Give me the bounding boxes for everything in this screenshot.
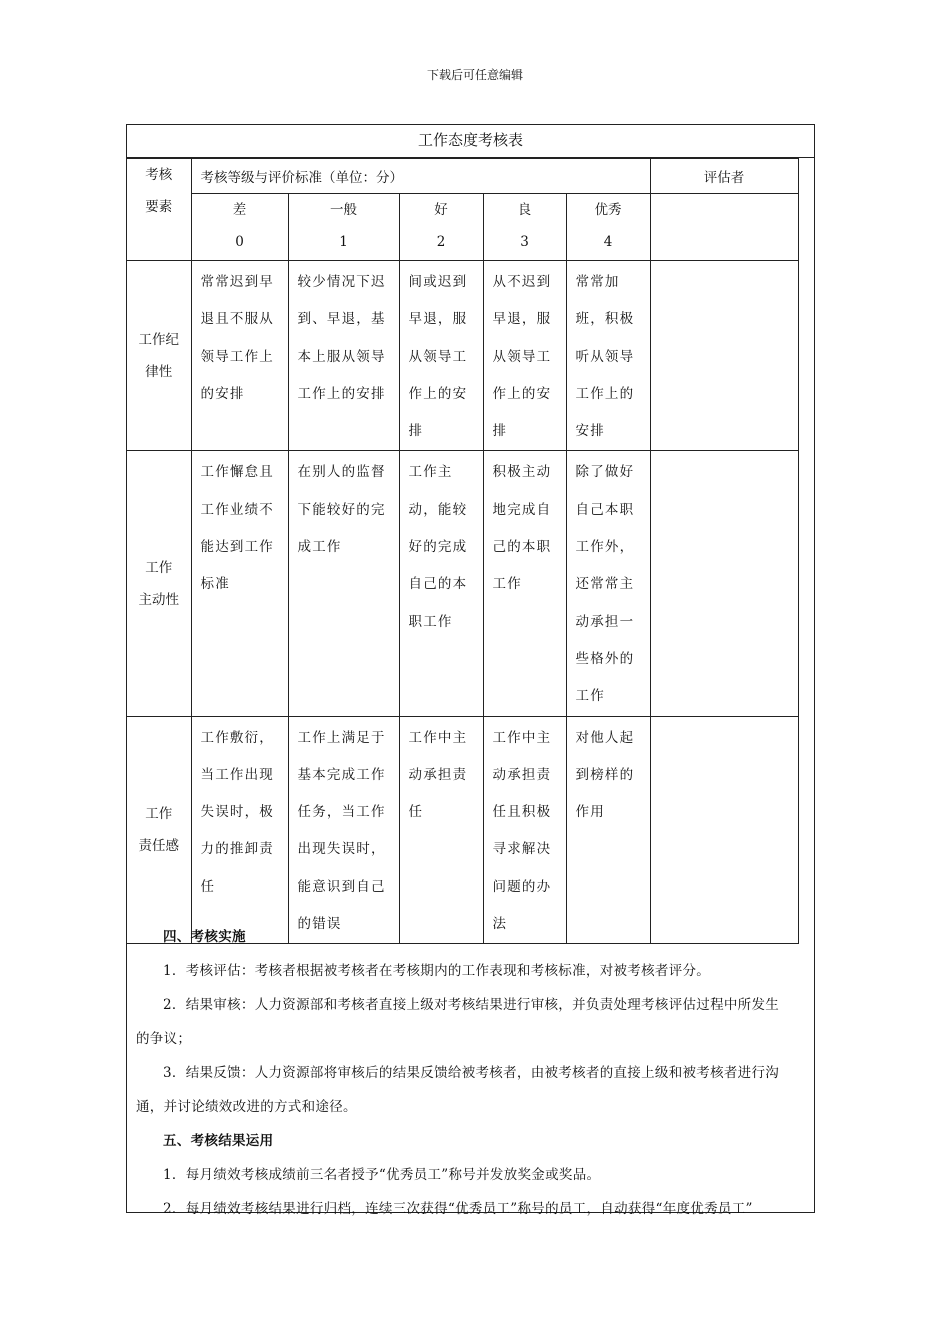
grade-score: 2 bbox=[436, 234, 446, 250]
paragraph-continuation: 的争议； bbox=[136, 1031, 192, 1047]
criteria-cell: 工作上满足于基本完成工作任务，当工作出现失误时，能意识到自己的错误 bbox=[297, 729, 386, 933]
criteria-cell: 除了做好自己本职工作外，还常常主动承担一些格外的工作 bbox=[575, 464, 635, 705]
grade-name: 差 bbox=[232, 202, 247, 218]
element-cell bbox=[127, 451, 191, 716]
element-cell bbox=[127, 716, 191, 944]
assessor-header-cell bbox=[650, 159, 798, 194]
section-heading: 四、考核实施 bbox=[163, 929, 246, 945]
grade-header bbox=[191, 194, 288, 261]
element-label: 工作 bbox=[145, 805, 173, 822]
criteria-cell: 在别人的监督下能较好的完成工作 bbox=[297, 464, 386, 556]
assessor-cell bbox=[650, 716, 798, 944]
grade-name: 良 bbox=[517, 202, 532, 218]
paragraph: 2．每月绩效考核结果进行归档，连续三次获得“优秀员工”称号的员工，自动获得“年度优秀员工” bbox=[163, 1201, 753, 1217]
paragraph: 2．结果审核：人力资源部和考核者直接上级对考核结果进行审核，并负责处理考核评估过程中所发生 bbox=[163, 997, 780, 1013]
table-row bbox=[127, 716, 798, 944]
paragraph: 1．考核评估：考核者根据被考核者在考核期内的工作表现和考核标准，对被考核者评分。 bbox=[163, 963, 711, 979]
grade-score: 4 bbox=[603, 234, 613, 250]
element-label: 律性 bbox=[145, 363, 173, 380]
notes-section bbox=[127, 920, 814, 1226]
criteria-cell: 较少情况下迟到、早退，基本上服从领导工作上的安排 bbox=[297, 274, 386, 402]
grade-score: 3 bbox=[520, 234, 529, 250]
grade-score: 1 bbox=[339, 234, 348, 250]
grade-header bbox=[566, 194, 650, 261]
criteria-cell: 工作中主动承担责任且积极寻求解决问题的办法 bbox=[492, 729, 552, 933]
criteria-cell: 常常加班，积极听从领导工作上的安排 bbox=[575, 274, 635, 440]
table-row bbox=[127, 261, 798, 451]
assessor-blank bbox=[650, 194, 798, 261]
paragraph-continuation: 通，并讨论绩效改进的方式和途径。 bbox=[136, 1099, 357, 1115]
element-header-line2: 要素 bbox=[145, 199, 173, 215]
table-title: 工作态度考核表 bbox=[127, 125, 814, 158]
criteria-cell: 间或迟到早退，服从领导工作上的安排 bbox=[408, 274, 468, 440]
criteria-cell: 工作敷衍，当工作出现失误时，极力的推卸责任 bbox=[200, 729, 274, 895]
criteria-cell: 从不迟到早退，服从领导工作上的安排 bbox=[492, 274, 552, 440]
grade-header bbox=[483, 194, 566, 261]
section-heading: 五、考核结果运用 bbox=[163, 1133, 274, 1149]
criteria-cell: 常常迟到早退且不服从领导工作上的安排 bbox=[200, 274, 274, 402]
grade-name: 好 bbox=[434, 202, 448, 218]
grade-header bbox=[399, 194, 483, 261]
assessor-header: 评估者 bbox=[703, 170, 745, 186]
grade-score: 0 bbox=[235, 234, 244, 250]
element-header-line1: 考核 bbox=[145, 167, 173, 183]
grade-name: 一般 bbox=[330, 202, 357, 218]
criteria-cell: 工作中主动承担责任 bbox=[408, 729, 468, 821]
assessor-cell bbox=[650, 261, 798, 451]
element-column-header bbox=[127, 159, 191, 261]
table-row bbox=[127, 451, 798, 716]
element-cell bbox=[127, 261, 191, 451]
paragraph: 3．结果反馈：人力资源部将审核后的结果反馈给被考核者，由被考核者的直接上级和被考核者进行沟 bbox=[163, 1065, 780, 1081]
grade-name: 优秀 bbox=[594, 202, 622, 218]
element-label: 工作纪 bbox=[138, 331, 179, 348]
standard-header-cell bbox=[191, 159, 650, 194]
criteria-cell: 工作主动，能较好的完成自己的本职工作 bbox=[408, 464, 468, 630]
criteria-cell: 积极主动地完成自己的本职工作 bbox=[492, 464, 552, 593]
paragraph: 1．每月绩效考核成绩前三名者授予“优秀员工”称号并发放奖金或奖品。 bbox=[163, 1167, 601, 1183]
assessment-table bbox=[127, 158, 799, 944]
criteria-cell: 对他人起到榜样的作用 bbox=[575, 729, 635, 821]
element-label: 工作 bbox=[145, 559, 173, 576]
assessor-cell bbox=[650, 451, 798, 716]
grade-header bbox=[288, 194, 399, 261]
element-label: 主动性 bbox=[138, 591, 179, 608]
page-header-note: 下载后可任意编辑 bbox=[426, 68, 523, 82]
criteria-cell: 工作懈怠且工作业绩不能达到工作标准 bbox=[200, 464, 274, 593]
element-label: 责任感 bbox=[138, 837, 179, 854]
document-frame bbox=[126, 124, 815, 1217]
standard-header: 考核等级与评价标准（单位：分） bbox=[200, 170, 403, 186]
